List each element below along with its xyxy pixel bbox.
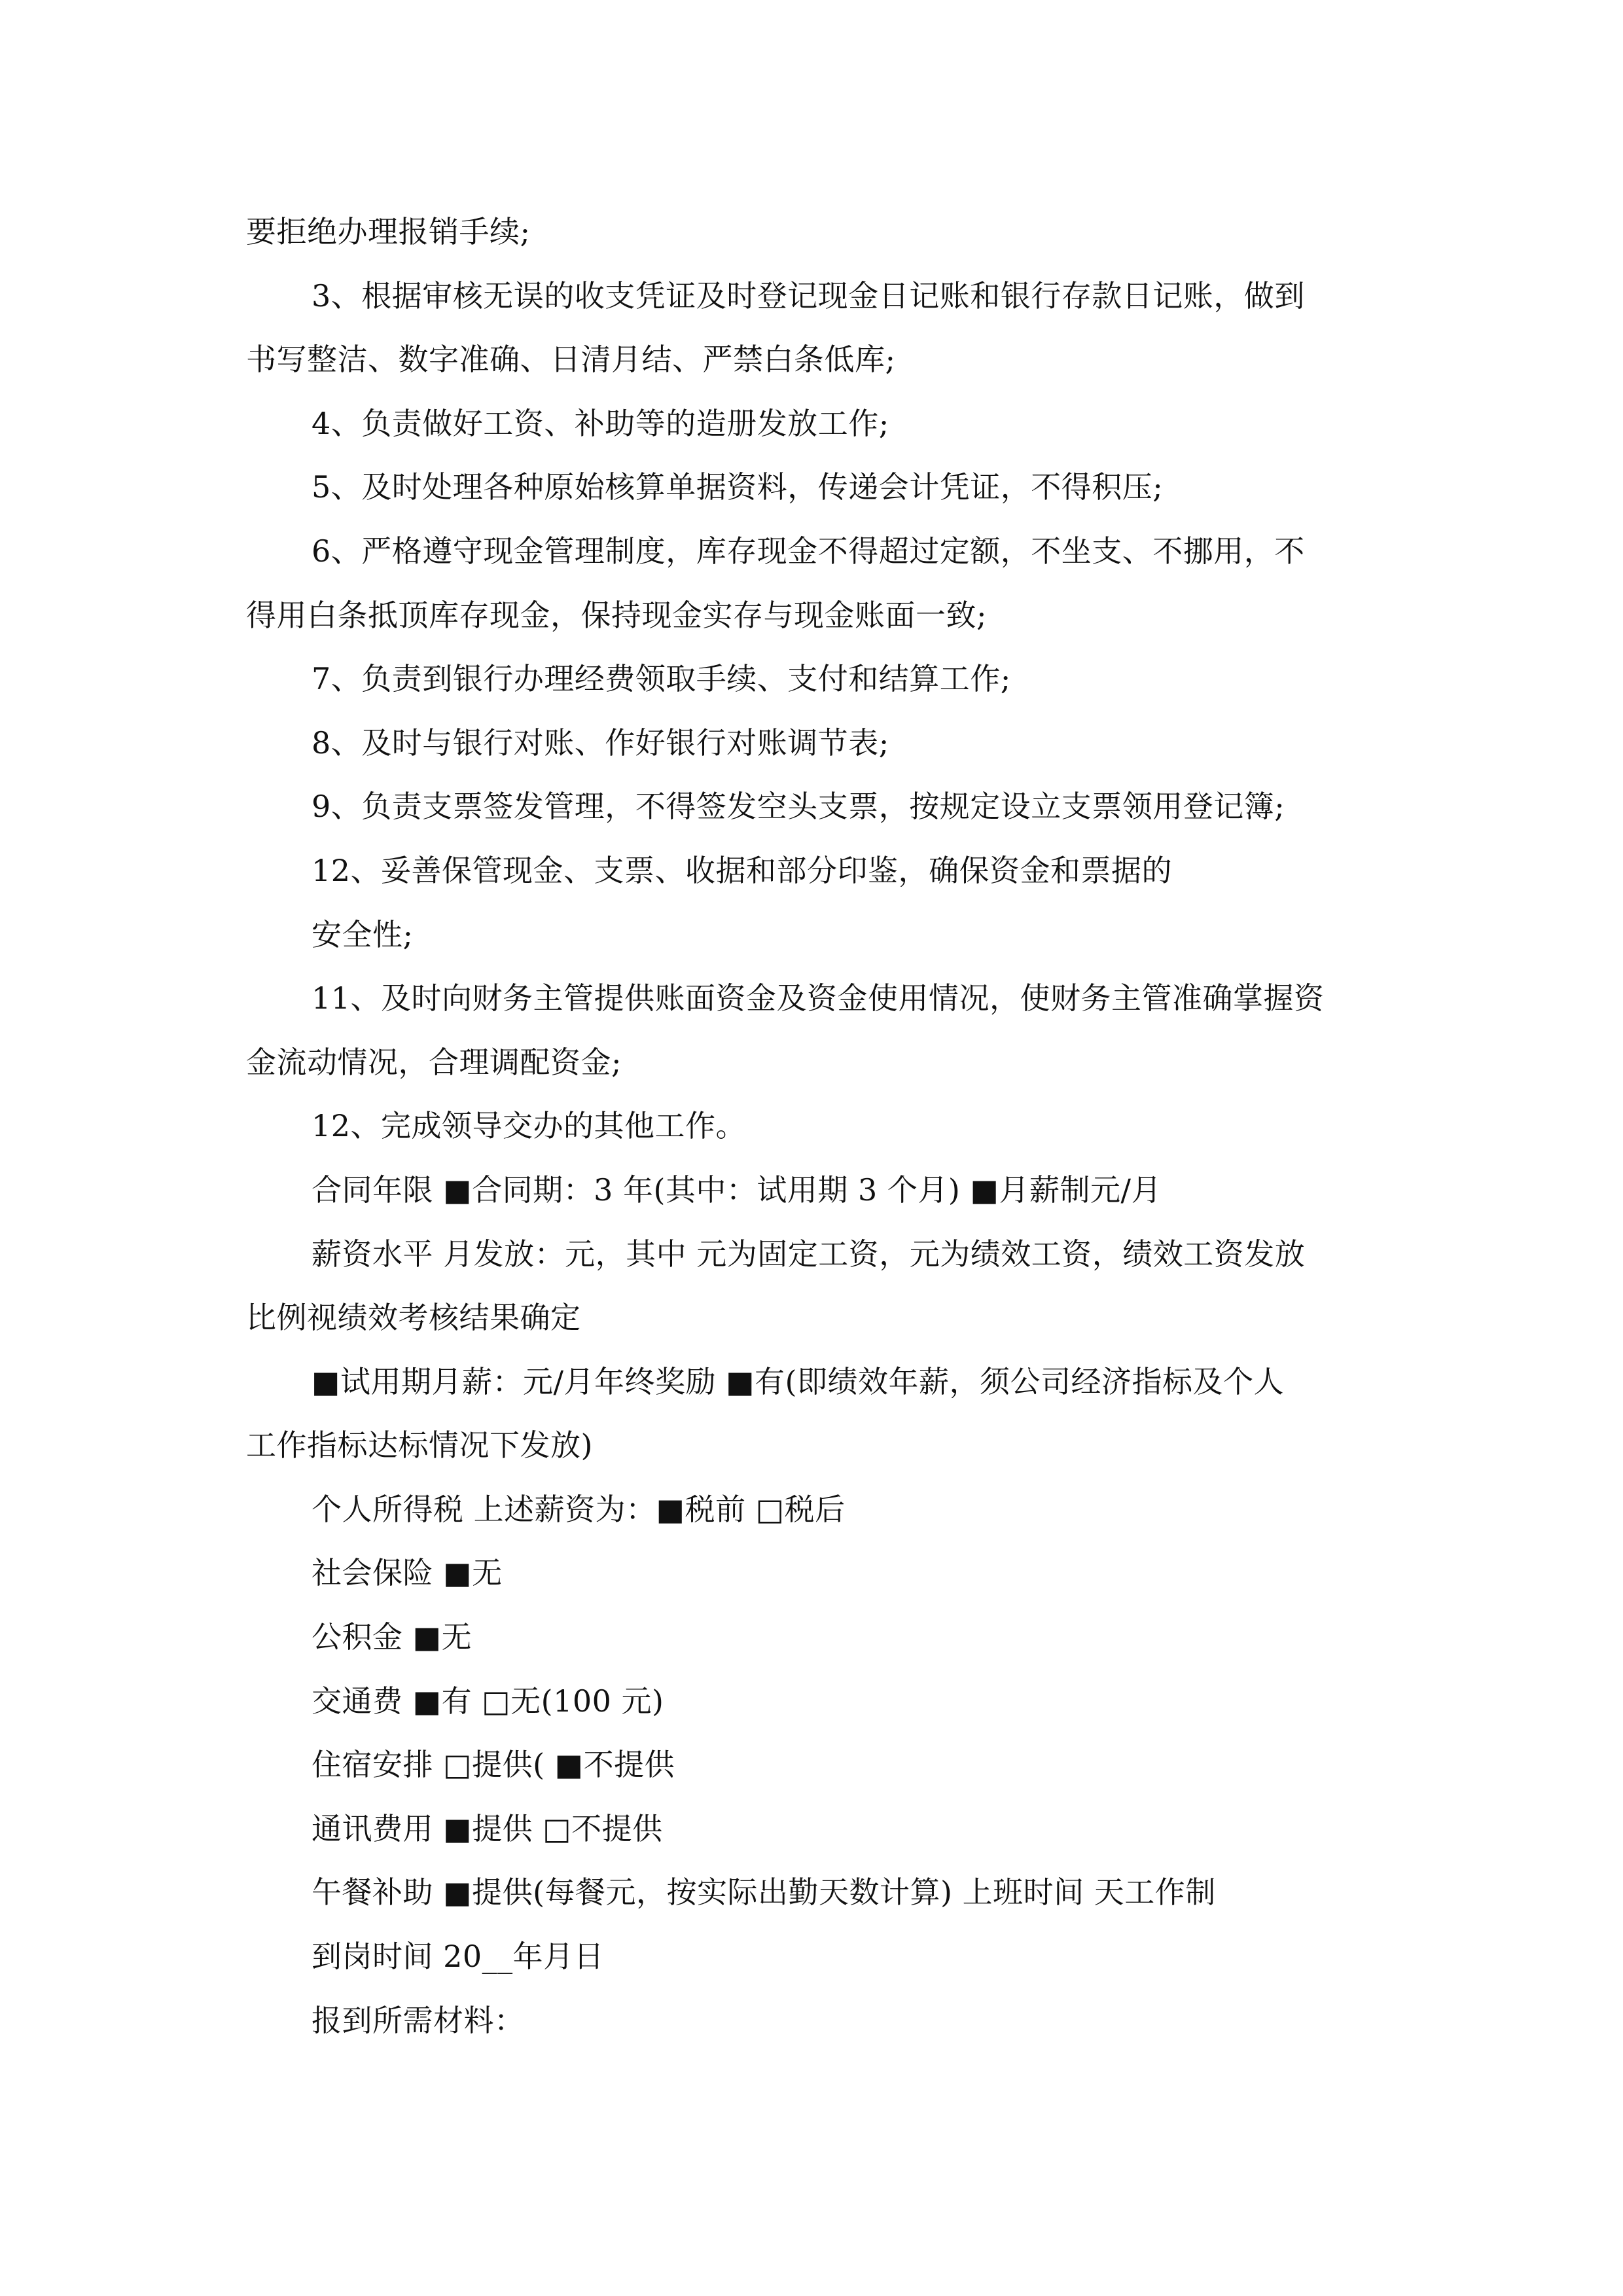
text-line: 社会保险 ■无 <box>312 1555 503 1591</box>
text-line: 9、负责支票签发管理，不得签发空头支票，按规定设立支票领用登记簿; <box>312 789 1285 825</box>
text-line: 交通费 ■有 □无(100 元) <box>312 1683 664 1719</box>
text-line: 6、严格遵守现金管理制度，库存现金不得超过定额，不坐支、不挪用，不 <box>312 533 1305 569</box>
text-line: 安全性; <box>312 916 414 952</box>
text-line: 工作指标达标情况下发放) <box>246 1427 593 1463</box>
text-line: 合同年限 ■合同期：3 年(其中：试用期 3 个月) ■月薪制元/月 <box>312 1172 1162 1208</box>
text-line: 11、及时向财务主管提供账面资金及资金使用情况，使财务主管准确掌握资 <box>312 980 1325 1016</box>
text-line: 到岗时间 20__年月日 <box>312 1939 605 1975</box>
text-line: 12、妥善保管现金、支票、收据和部分印鉴，确保资金和票据的 <box>312 852 1173 888</box>
text-line: 报到所需材料： <box>312 2002 525 2038</box>
text-line: 4、负责做好工资、补助等的造册发放工作; <box>312 405 889 441</box>
text-line: 5、及时处理各种原始核算单据资料，传递会计凭证，不得积压; <box>312 469 1164 505</box>
text-line: 午餐补助 ■提供(每餐元，按实际出勤天数计算) 上班时间 天工作制 <box>312 1874 1216 1910</box>
text-line: 要拒绝办理报销手续; <box>246 214 531 249</box>
text-line: 书写整洁、数字准确、日清月结、严禁白条低库; <box>246 342 896 378</box>
text-line: 比例视绩效考核结果确定 <box>246 1300 581 1336</box>
text-line: 个人所得税 上述薪资为：■税前 □税后 <box>312 1491 846 1527</box>
text-line: 12、完成领导交办的其他工作。 <box>312 1108 747 1144</box>
text-line: 7、负责到银行办理经费领取手续、支付和结算工作; <box>312 661 1011 697</box>
text-line: 8、及时与银行对账、作好银行对账调节表; <box>312 725 889 761</box>
text-line: 公积金 ■无 <box>312 1619 473 1655</box>
document-body <box>246 200 1378 2053</box>
text-line: 薪资水平 月发放：元，其中 元为固定工资，元为绩效工资，绩效工资发放 <box>312 1236 1306 1272</box>
text-line: 得用白条抵顶库存现金，保持现金实存与现金账面一致; <box>246 597 987 633</box>
text-line: 住宿安排 □提供( ■不提供 <box>312 1747 675 1783</box>
text-line: ■试用期月薪：元/月年终奖励 ■有(即绩效年薪，须公司经济指标及个人 <box>312 1363 1284 1399</box>
text-line: 金流动情况，合理调配资金; <box>246 1044 622 1080</box>
text-line: 3、根据审核无误的收支凭证及时登记现金日记账和银行存款日记账，做到 <box>312 278 1305 314</box>
text-line: 通讯费用 ■提供 □不提供 <box>312 1810 663 1846</box>
